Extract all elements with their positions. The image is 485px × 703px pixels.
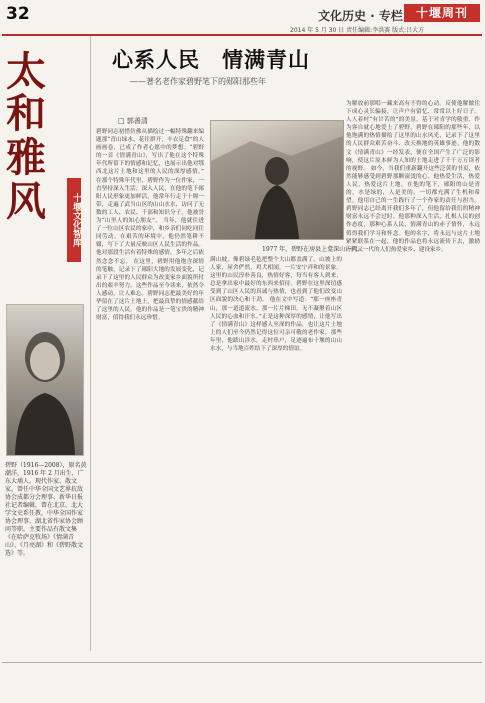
article-author: □ 郭善清 bbox=[118, 117, 148, 125]
article-title: 心系人民 情满青山 bbox=[112, 47, 310, 72]
section-title: 文化历史 · 专栏 bbox=[318, 9, 403, 23]
column-char-2: 和 bbox=[6, 90, 46, 137]
portrait-caption: 碧野（1916—2008），原名黄潮洋，1916 年 2 月出生，广东大埔人。现代作家、散文家。曾任中华全国文艺界抗敌协会成都分会理事、新华日报社记者编辑，曾在北京、北大学文史系任教，中华全国作家协会理事、湖北省作家协会顾问等职。主要作品有散文集《在哈萨克牧场》《情满青山》、《月亮湖》和《碧野散文选》等。 bbox=[5, 462, 87, 557]
article-column-2: 满山坡，像碧绿毛毡把整个大山都盖满了。山坡上的人家，屋舍俨然，鸡犬相闻，一片安宁祥和的景象。这里的山民淳朴善良，热情好客，每当有客人到来，总是拿出家中最好的东西来招待。碧野在这里深切感受到了山区人民的真诚与热情，也看到了他们改变山区面貌的决心和干劲。 他在文中写道：“那一座座青山，那一道道流水，那一片片梯田，无不凝聚着山区人民的心血和汗水。”正是这种深厚的感情，让他写出了《情满青山》这样感人至深的作品，也让这片土地上的人们至今仍然记得这位可亲可敬的老作家。那些年里，他跋山涉水，走村串户，足迹遍布十堰的山山水水，与当地百姓结下了深厚的情谊。 bbox=[210, 257, 342, 353]
column-char-4: 风 bbox=[6, 178, 46, 225]
photo-caption: 1977 年，碧野在房县上龛深山访问。 bbox=[262, 246, 364, 253]
article-subtitle: ——著名老作家碧野笔下的郧阳那些年 bbox=[130, 77, 266, 86]
article-column-3: 为解放前那唱一藏来高有不得的心动。反使他解做往下成心灵长骗接，让声户有留忆、常常以上好日子。人人着村“有甘苦的”的美景。基于对青学的敬重，作为客自就心地爱上了碧野。碧野在郧阳的那些年，以他饱满的热情描绘了这里的山水风光，记录下了这里的人民群众艰苦奋斗、改天换地的英雄事迹。他的散文《情满青山》一经发表，便在全国产生了广泛的影响，使这片原本鲜为人知的土地走进了千千万万读者的视野。 如今，当我们重新翻开这些泛黄的书页，依然能够感受到碧野那颗滚烫的心。他热爱生活，热爱人民，热爱这片土地。在他的笔下，郧阳的山是青的，水是绿的，人是美的，一切都充满了生机和希望。他用自己的一生践行了一个作家的责任与担当。 碧野同志已经离开我们多年了，但他留给我们的精神财富永远不会过时。他那种深入生活、扎根人民的创作态度，那种心系人民、情满青山的赤子情怀，永远值得我们学习和怀念。他的名字，将永远与这片土地紧紧联系在一起，他的作品也将永远流传下去，激励一代又一代的人们热爱家乡、建设家乡。 bbox=[346, 101, 480, 253]
column-divider bbox=[90, 36, 91, 651]
article-column-1: 碧野同志初惜仿佛从描绘过一幅特殊翻来编题那“青山绿水、花往群开，丰衣足食”的人画画卷，已成了作者心愿中的梦想。“碧野的一首《情满青山》，写出了他在这个特殊年代所留下的情感和记忆，也展示出他对鄂西北这片土地和这里的人民的深厚感情。” 在那个特殊年代里，碧野作为一位作家，一直坚持深入生活，深入人民，在他的笔下郧阳人民形象更加鲜活。他常年行走于十堰一带，走遍了武当山区的山山水水，访问了无数的工人、农民、干部和知识分子。他被誉为“山里人的知心朋友”。 当年，他就住进了一位山区农民的家中，和乡亲们同吃同住同劳动。在艰苦的环境中，他仍然笔耕不辍，写下了大量反映山区人民生活的作品。他对那段生活有着特殊的感情，多年之后依然念念不忘。 在这里，碧野用他饱含深情的笔触，记录下了郧阳大地的发展变化，记录下了这里的人民群众为改变家乡面貌所付出的艰辛努力。这些作品至今读来，依然令人感动，让人难忘。碧野同志把最美好的年华留在了这片土地上，把最真挚的情感献给了这里的人民。他的作品是一笔宝贵的精神财富，值得我们永远珍惜。 bbox=[96, 129, 204, 322]
date-editor-line: 2014 年 5 月 30 日 责任编辑:李洪赛 版式:吕大方 bbox=[290, 27, 425, 34]
page-number: 32 bbox=[6, 4, 30, 24]
footer-divider bbox=[2, 662, 482, 663]
column-char-1: 太 bbox=[6, 48, 46, 95]
photo-image bbox=[211, 121, 343, 239]
column-char-3: 雅 bbox=[6, 134, 46, 181]
article-photo bbox=[210, 120, 344, 240]
header-divider bbox=[2, 34, 482, 36]
brand-badge: 十堰周刊 bbox=[404, 4, 480, 22]
portrait-image bbox=[7, 305, 83, 455]
column-tag: 十堰文化智库 bbox=[67, 178, 81, 262]
author-portrait bbox=[6, 304, 84, 456]
